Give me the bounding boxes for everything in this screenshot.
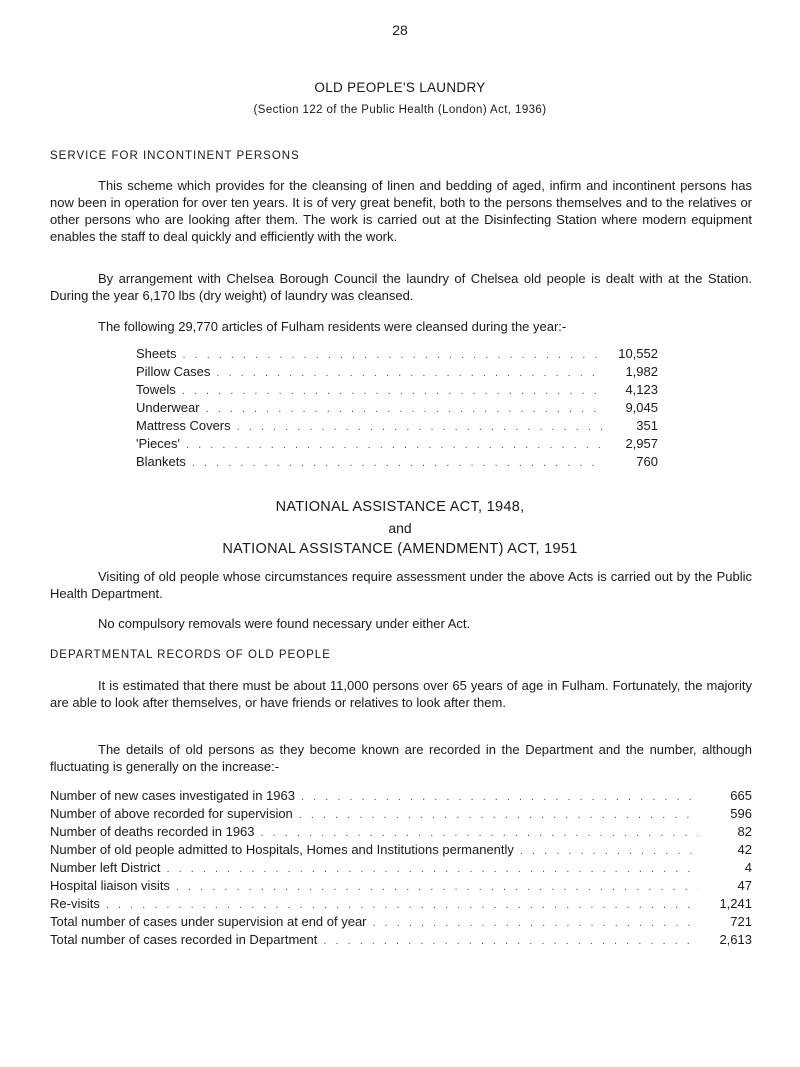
paragraph-estimate: It is estimated that there must be about 11,000 persons over 65 years of age in Fulham. Fortunately, the majority are able to look after themselves, or have friends or relatives to look after them.	[50, 678, 752, 710]
heading-and: and	[388, 520, 412, 536]
leader-dots	[301, 791, 698, 803]
article-label: Sheets	[136, 346, 177, 361]
leader-dots	[182, 385, 604, 397]
leader-dots	[237, 421, 604, 433]
article-count: 1,982	[625, 364, 658, 379]
article-label: Underwear	[136, 400, 200, 415]
table-row	[50, 914, 752, 932]
leader-dots	[520, 845, 698, 857]
leader-dots	[176, 881, 698, 893]
page-number: 28	[392, 22, 408, 38]
heading-national-assistance-1948: NATIONAL ASSISTANCE ACT, 1948,	[275, 499, 525, 515]
leader-dots	[167, 863, 698, 875]
leader-dots	[261, 827, 698, 839]
section-heading-incontinent: SERVICE FOR INCONTINENT PERSONS	[50, 150, 300, 162]
leader-dots	[106, 899, 698, 911]
list-item	[136, 454, 658, 472]
list-item	[136, 436, 658, 454]
leader-dots	[373, 917, 698, 929]
leader-dots	[206, 403, 604, 415]
paragraph-removals: No compulsory removals were found necessary under either Act.	[98, 616, 471, 631]
table-row	[50, 932, 752, 950]
table-row	[50, 806, 752, 824]
leader-dots	[182, 349, 604, 361]
record-label: Total number of cases under supervision at end of year	[50, 914, 367, 929]
paragraph-scheme: This scheme which provides for the cleansing of linen and bedding of aged, infirm and incontinent persons has now been in operation for over ten years. It is of very great benefit, both to the persons themselves and to the relatives or other persons who are looking after them. The work is carried out at the Disinfecting Station where modern equipment enables the staff to deal quickly and efficiently with the work.	[50, 178, 752, 244]
record-label: Number left District	[50, 860, 161, 875]
table-row	[50, 824, 752, 842]
article-count: 9,045	[625, 400, 658, 415]
page-subtitle: (Section 122 of the Public Health (London) Act, 1936)	[253, 104, 547, 116]
paragraph-details: The details of old persons as they become known are recorded in the Department and the number, although fluctuating is generally on the increase:-	[50, 742, 752, 774]
section-heading-records: DEPARTMENTAL RECORDS OF OLD PEOPLE	[50, 649, 331, 661]
article-count: 2,957	[625, 436, 658, 451]
heading-national-assistance-1951: NATIONAL ASSISTANCE (AMENDMENT) ACT, 1951	[222, 541, 578, 557]
list-item	[136, 400, 658, 418]
record-label: Number of deaths recorded in 1963	[50, 824, 255, 839]
articles-intro: The following 29,770 articles of Fulham residents were cleansed during the year:-	[98, 319, 567, 334]
leader-dots	[323, 935, 698, 947]
table-row	[50, 860, 752, 878]
record-value: 4	[744, 860, 752, 875]
table-row	[50, 896, 752, 914]
article-count: 4,123	[625, 382, 658, 397]
record-value: 1,241	[719, 896, 752, 911]
record-label: Hospital liaison visits	[50, 878, 170, 893]
article-label: Blankets	[136, 454, 186, 469]
record-value: 82	[737, 824, 752, 839]
record-label: Number of old people admitted to Hospitals, Homes and Institutions permanently	[50, 842, 514, 857]
table-row	[50, 788, 752, 806]
article-count: 760	[636, 454, 658, 469]
article-label: Mattress Covers	[136, 418, 231, 433]
record-label: Total number of cases recorded in Department	[50, 932, 318, 947]
record-label: Number of new cases investigated in 1963	[50, 788, 295, 803]
record-label: Re-visits	[50, 896, 100, 911]
record-value: 665	[730, 788, 752, 803]
list-item	[136, 418, 658, 436]
article-label: 'Pieces'	[136, 436, 180, 451]
list-item	[136, 382, 658, 400]
record-value: 47	[737, 878, 752, 893]
leader-dots	[186, 439, 604, 451]
records-table	[50, 788, 752, 950]
list-item	[136, 346, 658, 364]
article-label: Pillow Cases	[136, 364, 211, 379]
record-label: Number of above recorded for supervision	[50, 806, 293, 821]
article-count: 10,552	[618, 346, 658, 361]
article-label: Towels	[136, 382, 176, 397]
record-value: 42	[737, 842, 752, 857]
table-row	[50, 878, 752, 896]
leader-dots	[216, 367, 604, 379]
record-value: 721	[730, 914, 752, 929]
paragraph-chelsea: By arrangement with Chelsea Borough Council the laundry of Chelsea old people is dealt with at the Station. During the year 6,170 lbs (dry weight) of laundry was cleansed.	[50, 271, 752, 303]
list-item	[136, 364, 658, 382]
record-value: 2,613	[719, 932, 752, 947]
page-title: OLD PEOPLE'S LAUNDRY	[314, 80, 486, 95]
paragraph-visiting: Visiting of old people whose circumstances require assessment under the above Acts is carried out by the Public Health Department.	[50, 569, 752, 601]
leader-dots	[192, 457, 604, 469]
article-count: 351	[636, 418, 658, 433]
leader-dots	[299, 809, 698, 821]
articles-list	[136, 346, 658, 472]
record-value: 596	[730, 806, 752, 821]
table-row	[50, 842, 752, 860]
